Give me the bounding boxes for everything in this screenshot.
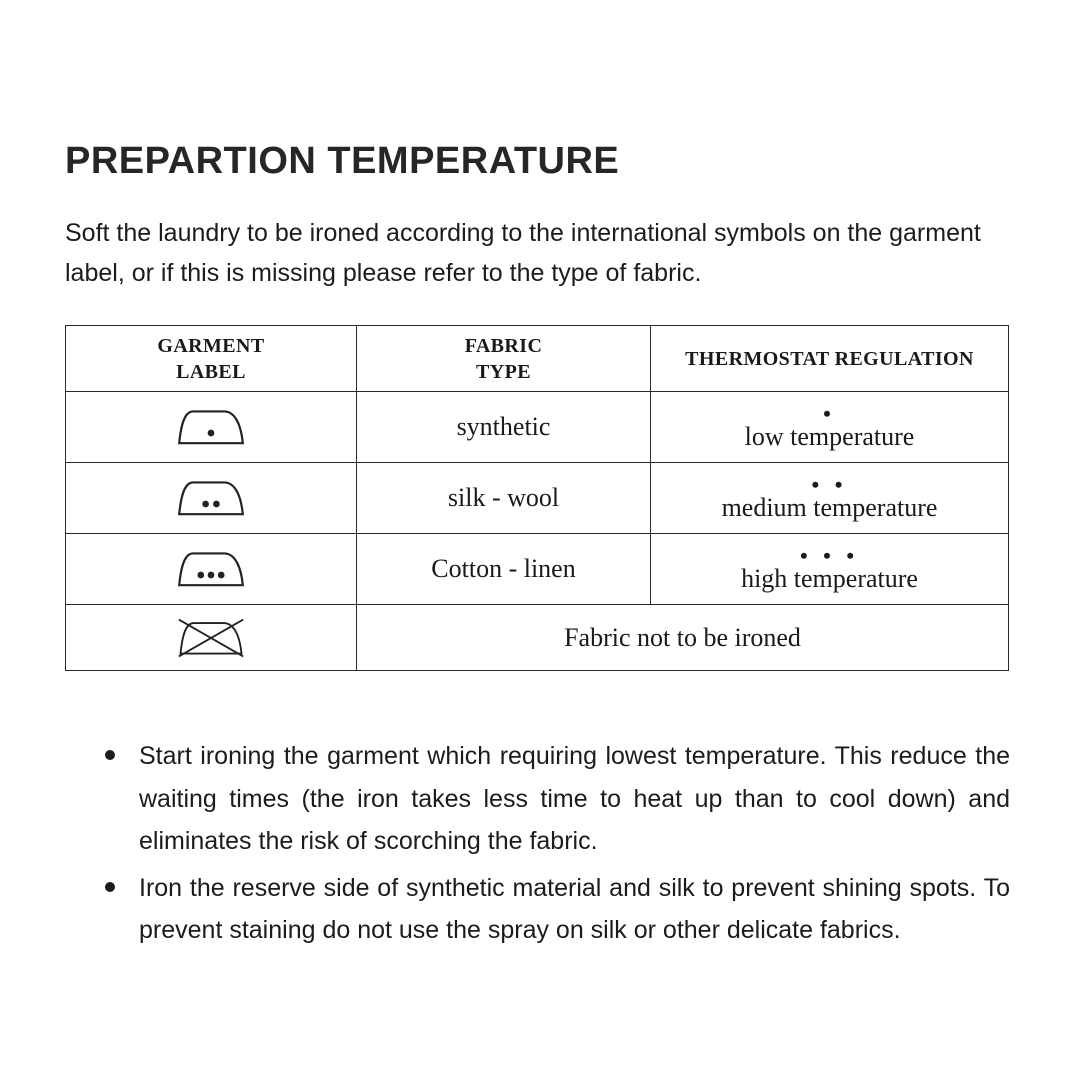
header-garment-label-line1: GARMENT — [157, 334, 265, 357]
table-row — [66, 534, 1009, 605]
fabric-type-cell: synthetic — [357, 392, 651, 463]
no-iron-label-cell: Fabric not to be ironed — [357, 605, 1009, 671]
header-fabric-type-line2: TYPE — [476, 360, 531, 383]
intro-paragraph: Soft the laundry to be ironed according to the international symbols on the garment label, or if this is missing please refer to the type of fabric. — [65, 219, 981, 287]
note-text: Start ironing the garment which requiring lowest temperature. This reduce the waiting times (the iron takes less time to heat up than to cool down) and eliminates the risk of scorching the fabric. — [139, 742, 1010, 855]
thermostat-cell — [651, 463, 1009, 534]
garment-label-cell — [66, 605, 357, 671]
thermostat-cell — [651, 392, 1009, 463]
page-title: PREPARTION TEMPERATURE — [65, 140, 620, 182]
temperature-label: high temperature — [741, 563, 918, 593]
garment-label-cell — [66, 463, 357, 534]
header-thermostat-regulation: THERMOSTAT REGULATION — [651, 326, 1009, 392]
do-not-iron-icon — [172, 615, 250, 661]
table-row — [66, 392, 1009, 463]
temperature-dots: • — [823, 400, 836, 426]
temperature-label: medium temperature — [721, 492, 938, 522]
header-fabric-type-line1: FABRIC — [464, 334, 543, 357]
note-text: Iron the reserve side of synthetic material and silk to prevent shining spots. To prevent staining do not use the spray on silk or other delicate fabrics. — [139, 873, 1010, 944]
garment-label-cell — [66, 392, 357, 463]
bullet-icon — [105, 735, 139, 760]
table-header-row — [66, 326, 1009, 392]
thermostat-cell — [651, 534, 1009, 605]
iron-two-dots-icon — [172, 474, 250, 522]
iron-one-dot-icon — [172, 403, 250, 451]
bullet-icon — [105, 867, 139, 892]
temperature-label: low temperature — [744, 421, 915, 451]
header-garment-label — [66, 326, 357, 392]
temperature-dots: • • • — [799, 542, 860, 568]
table-row-no-iron — [66, 605, 1009, 671]
temperature-dots: • • — [811, 471, 848, 497]
temperature-table — [65, 325, 1009, 671]
notes-list — [105, 735, 1010, 952]
header-garment-label-line2: LABEL — [176, 360, 246, 383]
header-fabric-type — [357, 326, 651, 392]
fabric-type-cell: silk - wool — [357, 463, 651, 534]
garment-label-cell — [66, 534, 357, 605]
iron-three-dots-icon — [172, 545, 250, 593]
table-row — [66, 463, 1009, 534]
list-item — [105, 735, 1010, 863]
list-item — [105, 867, 1010, 952]
fabric-type-cell: Cotton - linen — [357, 534, 651, 605]
